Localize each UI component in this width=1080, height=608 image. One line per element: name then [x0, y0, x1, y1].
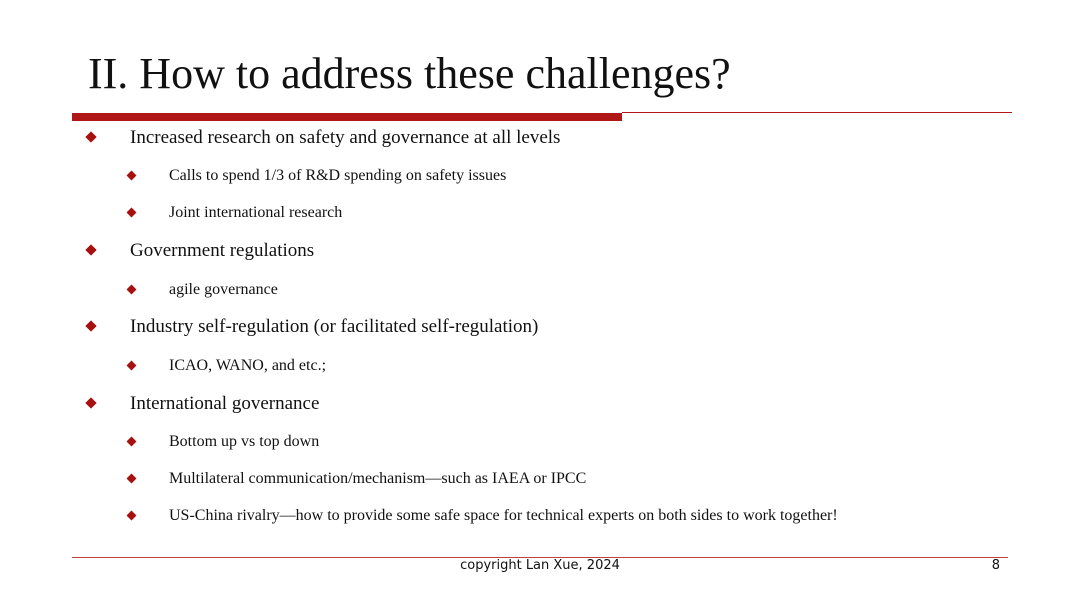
bullet-text: Government regulations — [130, 240, 315, 261]
bullet-text: Joint international research — [169, 204, 343, 221]
diamond-bullet-icon — [85, 320, 96, 331]
bullet-text: Industry self-regulation (or facilitated self-regulation) — [130, 316, 539, 337]
bullet-text: agile governance — [169, 281, 278, 298]
title-underline-thin — [622, 112, 1012, 113]
bullet-text: International governance — [130, 393, 320, 414]
diamond-bullet-icon — [85, 397, 96, 408]
bullet-text: US-China rivalry—how to provide some safe space for technical experts on both sides to work together! — [169, 507, 838, 524]
diamond-bullet-icon — [127, 511, 137, 521]
diamond-bullet-icon — [127, 171, 137, 181]
diamond-bullet-icon — [127, 437, 137, 447]
footer-copyright: copyright Lan Xue, 2024 — [460, 558, 620, 573]
title-underline-thick — [72, 113, 622, 121]
bullet-text: Increased research on safety and governance at all levels — [130, 127, 561, 148]
bullet-text: ICAO, WANO, and etc.; — [169, 357, 327, 374]
diamond-bullet-icon — [127, 285, 137, 295]
page-number: 8 — [991, 558, 1000, 573]
diamond-bullet-icon — [127, 208, 137, 218]
slide-title: II. How to address these challenges? — [88, 49, 731, 98]
diamond-bullet-icon — [85, 131, 96, 142]
diamond-bullet-icon — [85, 244, 96, 255]
diamond-bullet-icon — [127, 474, 137, 484]
bullet-text: Bottom up vs top down — [169, 433, 320, 450]
diamond-bullet-icon — [127, 361, 137, 371]
bullet-text: Calls to spend 1/3 of R&D spending on safety issues — [169, 167, 507, 184]
bullet-text: Multilateral communication/mechanism—such as IAEA or IPCC — [169, 470, 587, 487]
